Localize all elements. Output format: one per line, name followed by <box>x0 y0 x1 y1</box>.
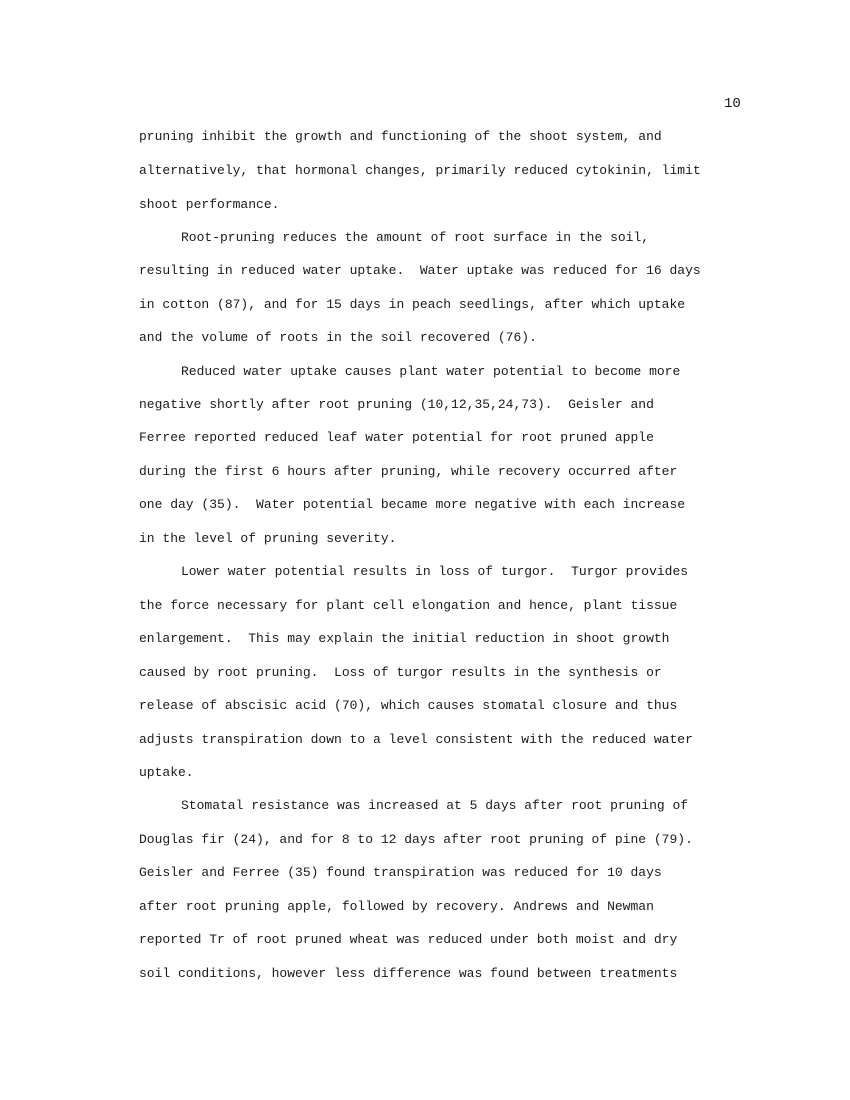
text-line: during the first 6 hours after pruning, while recovery occurred after <box>139 464 678 479</box>
text-line: resulting in reduced water uptake. Water uptake was reduced for 16 days <box>139 263 701 278</box>
text-line: Root-pruning reduces the amount of root surface in the soil, <box>181 230 650 245</box>
text-line: negative shortly after root pruning (10,12,35,24,73). Geisler and <box>139 397 654 412</box>
text-line: uptake. <box>139 765 194 780</box>
text-line: the force necessary for plant cell elongation and hence, plant tissue <box>139 598 678 613</box>
text-line: after root pruning apple, followed by recovery. Andrews and Newman <box>139 899 654 914</box>
text-line: enlargement. This may explain the initial reduction in shoot growth <box>139 631 670 646</box>
text-line: pruning inhibit the growth and functioning of the shoot system, and <box>139 129 662 144</box>
text-line: Stomatal resistance was increased at 5 days after root pruning of <box>181 798 689 813</box>
text-line: Reduced water uptake causes plant water potential to become more <box>181 364 681 379</box>
text-line: shoot performance. <box>139 197 280 212</box>
text-line: Geisler and Ferree (35) found transpiration was reduced for 10 days <box>139 865 662 880</box>
page-number: 10 <box>724 96 741 112</box>
text-line: soil conditions, however less difference was found between treatments <box>139 966 678 981</box>
text-line: and the volume of roots in the soil recovered (76). <box>139 330 537 345</box>
text-line: in cotton (87), and for 15 days in peach seedlings, after which uptake <box>139 297 686 312</box>
text-line: one day (35). Water potential became more negative with each increase <box>139 497 686 512</box>
text-line: alternatively, that hormonal changes, primarily reduced cytokinin, limit <box>139 163 701 178</box>
text-line: adjusts transpiration down to a level consistent with the reduced water <box>139 732 693 747</box>
text-line: release of abscisic acid (70), which causes stomatal closure and thus <box>139 698 678 713</box>
text-line: in the level of pruning severity. <box>139 531 397 546</box>
text-line: Douglas fir (24), and for 8 to 12 days after root pruning of pine (79). <box>139 832 693 847</box>
text-line: Ferree reported reduced leaf water potential for root pruned apple <box>139 430 654 445</box>
text-line: reported Tr of root pruned wheat was reduced under both moist and dry <box>139 932 678 947</box>
text-line: Lower water potential results in loss of turgor. Turgor provides <box>181 564 689 579</box>
text-line: caused by root pruning. Loss of turgor results in the synthesis or <box>139 665 662 680</box>
